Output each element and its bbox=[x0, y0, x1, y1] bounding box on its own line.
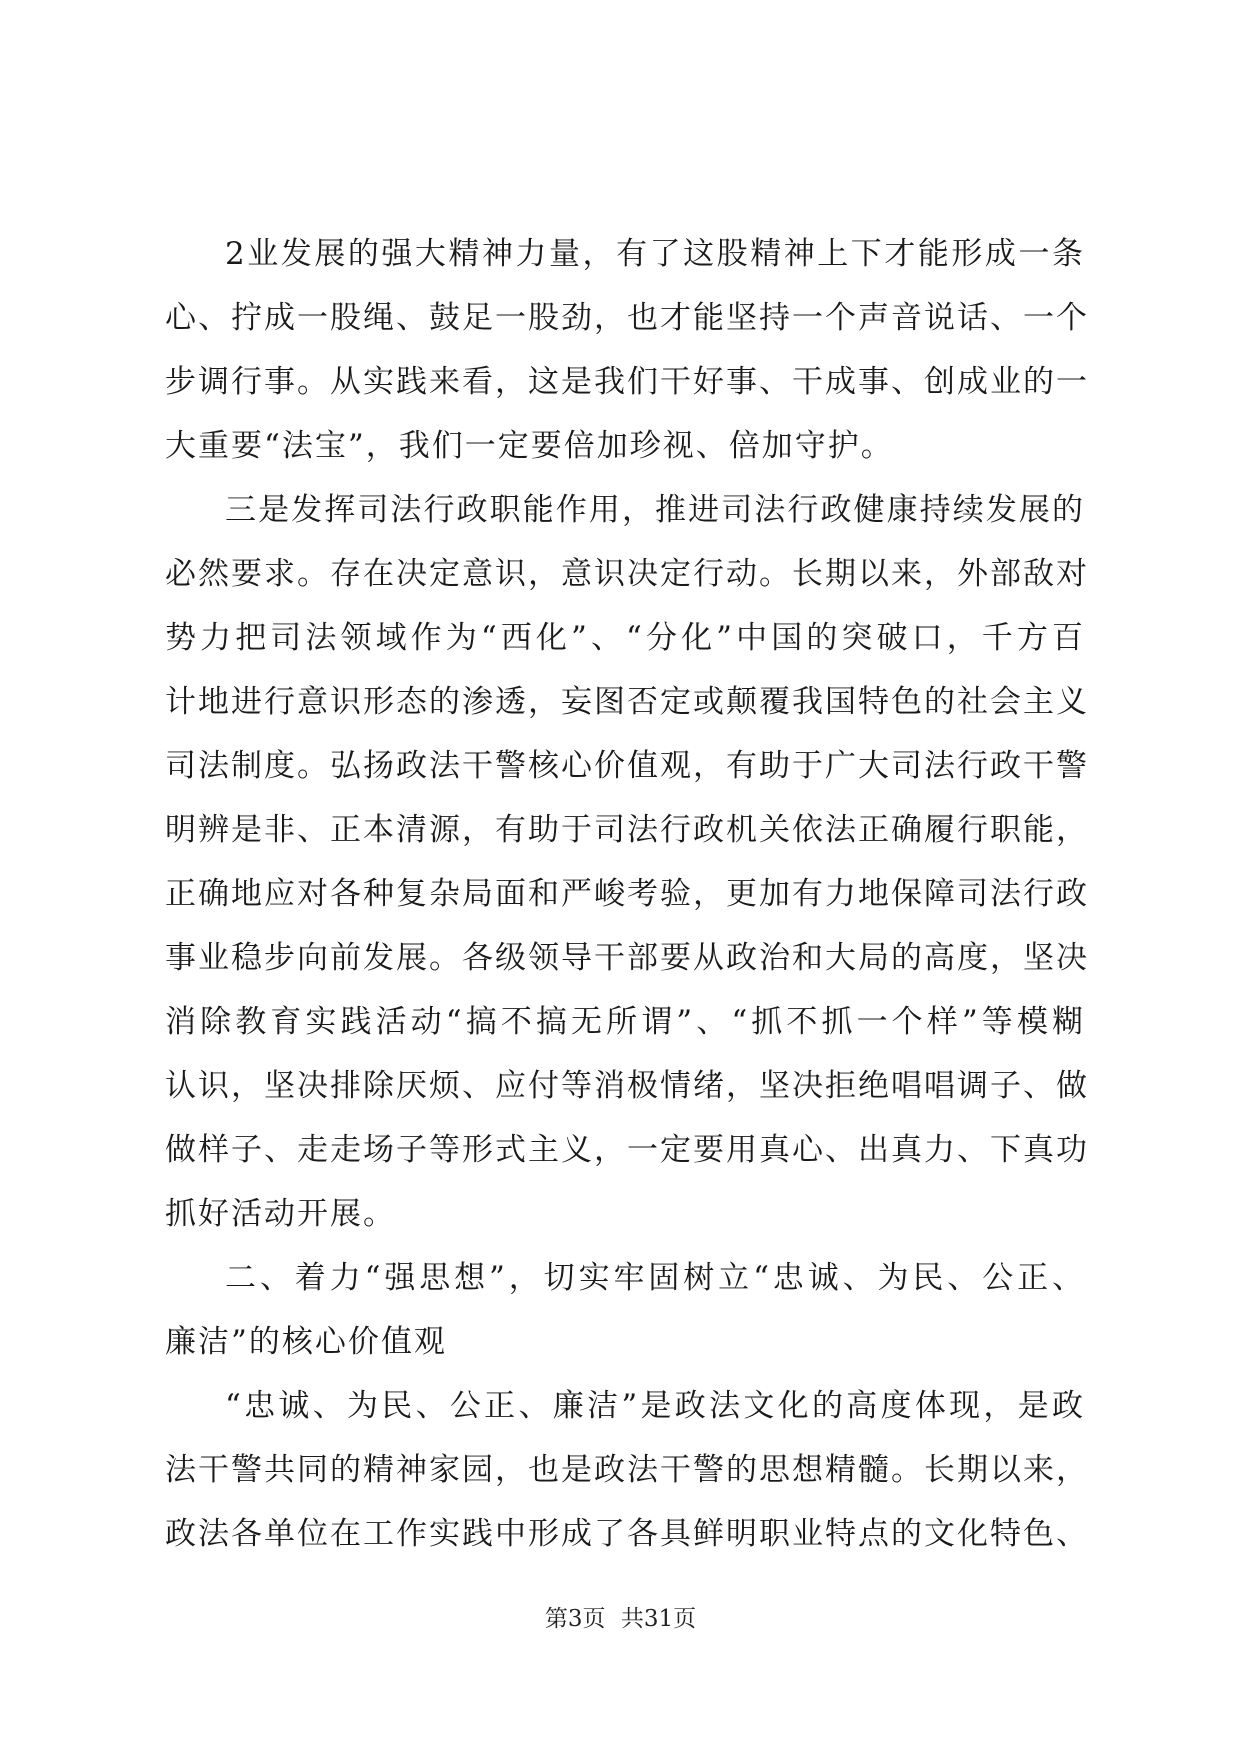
text-line: 心、拧成一股绳、鼓足一股劲，也才能坚持一个声音说话、一个 bbox=[165, 300, 1089, 336]
text-line: 势力把司法领域作为“西化”、“分化”中国的突破口，千方百 bbox=[165, 620, 1085, 656]
text-line: 明辨是非、正本清源，有助于司法行政机关依法正确履行职能， bbox=[165, 812, 1089, 848]
text-line: 司法制度。弘扬政法干警核心价值观，有助于广大司法行政干警 bbox=[165, 748, 1089, 784]
text-line: 认识，坚决排除厌烦、应付等消极情绪，坚决拒绝唱唱调子、做 bbox=[165, 1068, 1089, 1104]
text-line: 步调行事。从实践来看，这是我们干好事、干成事、创成业的一 bbox=[165, 364, 1089, 400]
text-line: 2业发展的强大精神力量，有了这股精神上下才能形成一条 bbox=[225, 236, 1085, 272]
section-heading-line: 廉洁”的核心价值观 bbox=[165, 1324, 447, 1360]
page-total: 共31页 bbox=[620, 1606, 697, 1632]
text-line: 做样子、走走场子等形式主义，一定要用真心、出真力、下真功 bbox=[165, 1132, 1089, 1168]
text-line: 正确地应对各种复杂局面和严峻考验，更加有力地保障司法行政 bbox=[165, 876, 1089, 912]
text-line: 大重要“法宝”，我们一定要倍加珍视、倍加守护。 bbox=[165, 428, 894, 464]
text-line: 三是发挥司法行政职能作用，推进司法行政健康持续发展的 bbox=[225, 492, 1085, 528]
section-heading-line: 二、着力“强思想”，切实牢固树立“忠诚、为民、公正、 bbox=[225, 1260, 1085, 1296]
body-text bbox=[165, 222, 1089, 1566]
text-line: 必然要求。存在决定意识，意识决定行动。长期以来，外部敌对 bbox=[165, 556, 1089, 592]
text-line: 法干警共同的精神家园，也是政法干警的思想精髓。长期以来， bbox=[165, 1452, 1089, 1488]
page-footer bbox=[0, 1604, 1241, 1634]
text-line: 政法各单位在工作实践中形成了各具鲜明职业特点的文化特色、 bbox=[165, 1516, 1089, 1552]
text-line: 事业稳步向前发展。各级领导干部要从政治和大局的高度，坚决 bbox=[165, 940, 1089, 976]
text-line: “忠诚、为民、公正、廉洁”是政法文化的高度体现，是政 bbox=[225, 1388, 1085, 1424]
page-number: 第3页 bbox=[544, 1606, 606, 1632]
text-line: 计地进行意识形态的渗透，妄图否定或颠覆我国特色的社会主义 bbox=[165, 684, 1089, 720]
text-line: 消除教育实践活动“搞不搞无所谓”、“抓不抓一个样”等模糊 bbox=[165, 1004, 1085, 1040]
text-line: 抓好活动开展。 bbox=[165, 1196, 396, 1232]
